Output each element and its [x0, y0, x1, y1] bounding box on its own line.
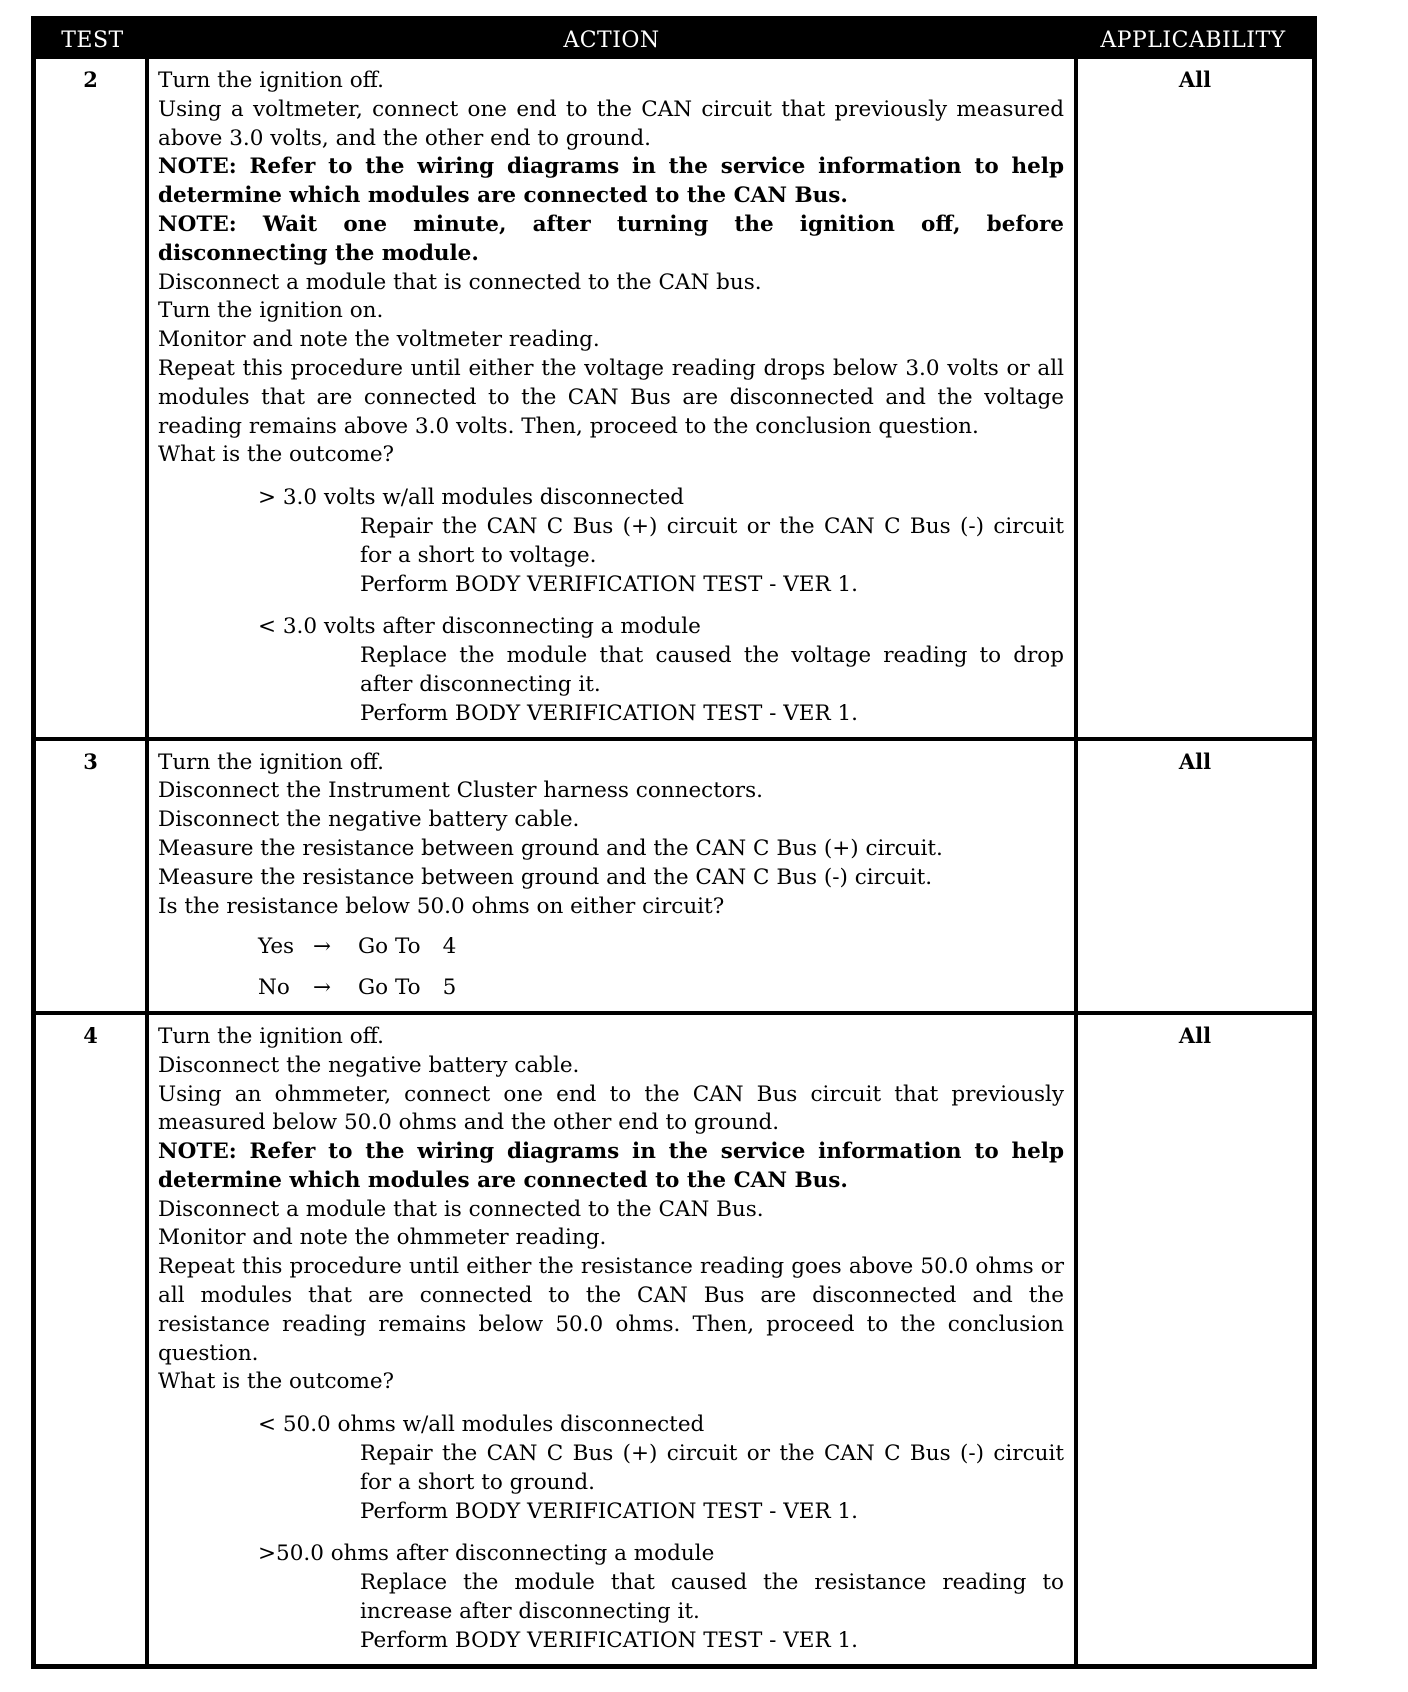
action-line: Monitor and note the ohmmeter reading.: [158, 1225, 607, 1251]
note-line: NOTE: Wait one minute, after turning the ignition off, before disconnecting the module.: [158, 211, 1064, 266]
outcome-instruction: Replace the module that caused the voltage reading to drop after disconnecting it.: [360, 643, 1064, 697]
outcome-instruction: Repair the CAN C Bus (+) circuit or the CAN C Bus (-) circuit for a short to ground.: [360, 1441, 1064, 1495]
applicability-value: All: [1074, 59, 1312, 737]
test-number: 4: [36, 1015, 149, 1664]
diagnostic-test-table: [31, 16, 1317, 1669]
action-line: Measure the resistance between ground and the CAN C Bus (-) circuit.: [158, 864, 933, 890]
action-line: Disconnect the negative battery cable.: [158, 807, 580, 833]
test-number: 3: [36, 741, 149, 1011]
action-line: Is the resistance below 50.0 ohms on either circuit?: [158, 893, 725, 919]
action-line: Using a voltmeter, connect one end to the CAN circuit that previously measured above 3.0 volts, and the other end to ground.: [158, 96, 1064, 151]
action-line: Repeat this procedure until either the resistance reading goes above 50.0 ohms or all modules that are connected to the CAN Bus are disconnected and the resistance reading remains below 50.0 ohms. Then, proceed to the conclusion question.: [158, 1254, 1064, 1366]
right-arrow-icon: →: [313, 934, 332, 960]
action-line: Measure the resistance between ground and the CAN C Bus (+) circuit.: [158, 835, 943, 861]
action-line: Monitor and note the voltmeter reading.: [158, 327, 600, 353]
action-line: Turn the ignition off.: [158, 1023, 384, 1049]
outcome-instruction: Replace the module that caused the resistance reading to increase after disconnecting it.: [360, 1570, 1064, 1625]
table-row: [36, 1011, 1312, 1664]
outcome-instruction: Repair the CAN C Bus (+) circuit or the CAN C Bus (-) circuit for a short to voltage.: [360, 513, 1064, 568]
outcome-instruction: Perform BODY VERIFICATION TEST - VER 1.: [360, 1498, 859, 1524]
action-line: What is the outcome?: [158, 1369, 395, 1395]
goto-target: 5: [442, 975, 457, 1001]
outcome-label: >50.0 ohms after disconnecting a module: [258, 1541, 715, 1567]
outcome-block: [158, 1540, 1064, 1655]
note-line: NOTE: Refer to the wiring diagrams in the service information to help determine which modules are connected to the CAN Bus.: [158, 154, 1064, 209]
applicability-value: All: [1074, 1015, 1312, 1664]
header-test: TEST: [61, 27, 124, 53]
applicability-value: All: [1074, 741, 1312, 1011]
action-line: Disconnect the negative battery cable.: [158, 1052, 580, 1078]
answer-label: Yes: [258, 934, 295, 960]
header-applicability: APPLICABILITY: [1100, 27, 1286, 53]
table-row: [36, 737, 1312, 1011]
action-line: Repeat this procedure until either the voltage reading drops below 3.0 volts or all modules that are connected to the CAN Bus are disconnected and the voltage reading remains above 3.0 volts. Then, proceed to the conclusion question.: [158, 355, 1064, 439]
action-line: Using an ohmmeter, connect one end to the CAN Bus circuit that previously measured below 50.0 ohms and the other end to ground.: [158, 1081, 1064, 1136]
outcome-instruction: Perform BODY VERIFICATION TEST - VER 1.: [360, 700, 859, 726]
outcome-label: > 3.0 volts w/all modules disconnected: [258, 485, 685, 511]
outcome-label: < 50.0 ohms w/all modules disconnected: [258, 1412, 705, 1438]
action-cell: [149, 59, 1074, 737]
outcome-block: [158, 484, 1064, 599]
outcome-block: [158, 613, 1064, 728]
action-line: What is the outcome?: [158, 442, 395, 468]
right-arrow-icon: →: [313, 975, 332, 1001]
note-line: NOTE: Refer to the wiring diagrams in the service information to help determine which modules are connected to the CAN Bus.: [158, 1139, 1064, 1193]
goto-label: Go To: [358, 975, 421, 1001]
action-line: Turn the ignition off.: [158, 749, 384, 775]
outcome-instruction: Perform BODY VERIFICATION TEST - VER 1.: [360, 1627, 859, 1653]
outcome-instruction: Perform BODY VERIFICATION TEST - VER 1.: [360, 571, 859, 597]
action-line: Disconnect a module that is connected to the CAN bus.: [158, 269, 762, 295]
goto-option: [158, 933, 1064, 962]
outcome-block: [158, 1411, 1064, 1526]
goto-target: 4: [442, 934, 457, 960]
outcome-label: < 3.0 volts after disconnecting a module: [258, 614, 701, 640]
goto-option: [158, 974, 1064, 1003]
answer-label: No: [258, 975, 290, 1001]
test-number: 2: [36, 59, 149, 737]
action-line: Disconnect a module that is connected to the CAN Bus.: [158, 1196, 764, 1222]
action-line: Disconnect the Instrument Cluster harness connectors.: [158, 778, 763, 804]
table-header: [36, 21, 1312, 59]
action-cell: [149, 1015, 1074, 1664]
header-action: ACTION: [563, 27, 660, 53]
table-row: [36, 59, 1312, 737]
goto-label: Go To: [358, 934, 421, 960]
action-line: Turn the ignition on.: [158, 298, 384, 324]
action-line: Turn the ignition off.: [158, 68, 384, 93]
action-cell: [149, 741, 1074, 1011]
table-body: [36, 59, 1312, 1664]
